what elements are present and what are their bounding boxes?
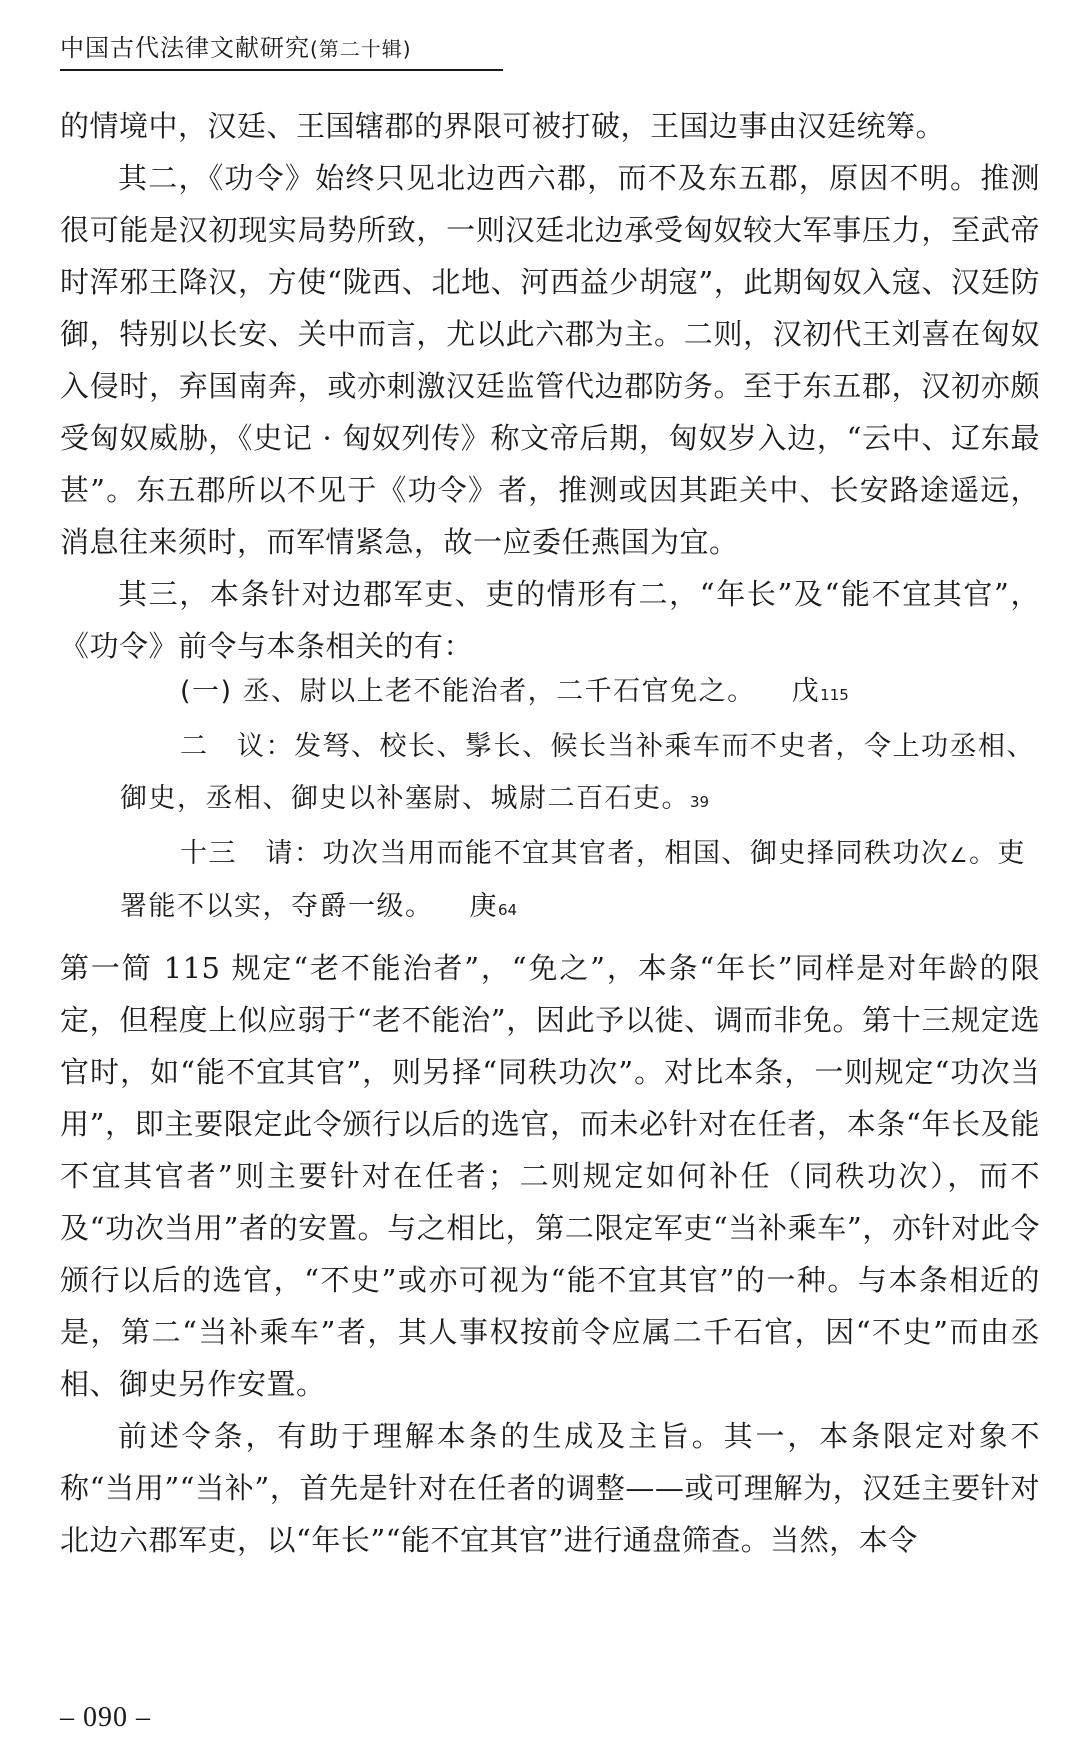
paragraph: 其二，《功令》始终只见北边西六郡，而不及东五郡，原因不明。推测很可能是汉初现实局势所致，一则汉廷北边承受匈奴较大军事压力，至武帝时浑邪王降汉，方使“陇西、北地、河西益少胡寇”，此期匈奴入寇、汉廷防御，特别以长安、关中而言，尤以此六郡为主。二则，汉初代王刘喜在匈奴入侵时，弃国南奔，或亦刺激汉廷监管代边郡防务。至于东五郡，汉初亦颇受匈奴威胁，《史记 · 匈奴列传》称文帝后期，匈奴岁入边，“云中、辽东最甚”。东五郡所以不见于《功令》者，推测或因其距关中、长安路途遥远，消息往来须时，而军情紧急，故一应委任燕国为宜。 xyxy=(60,161,1040,559)
body-text-top xyxy=(60,100,1040,672)
statute-text: 二 议：发弩、校长、髳长、候长当补乘车而不史者，令上功丞相、御史，丞相、御史以补塞尉、城尉二百石吏。 xyxy=(120,731,1035,814)
body-text-bottom xyxy=(60,942,1040,1566)
quoted-statute xyxy=(120,828,1040,936)
paragraph: 的情境中，汉廷、王国辖郡的界限可被打破，王国边事由汉廷统筹。 xyxy=(60,109,946,143)
statute-text: (一) 丞、尉以上老不能治者，二千石官免之。 xyxy=(180,676,756,707)
slip-number: 115 xyxy=(820,686,849,704)
quoted-statute xyxy=(120,721,1040,828)
slip-number: 39 xyxy=(690,793,710,811)
journal-volume: (第二十辑) xyxy=(310,37,412,61)
slip-number: 64 xyxy=(498,901,518,919)
journal-title: 中国古代法律文献研究 xyxy=(60,34,310,62)
slip-label: 戊 xyxy=(791,676,821,707)
paragraph: 其三，本条针对边郡军吏、吏的情形有二，“年长”及“能不宜其官”，《功令》前令与本条相关的有： xyxy=(60,577,1040,663)
paragraph: 第一简 115 规定“老不能治者”，“免之”，本条“年长”同样是对年龄的限定，但程度上似应弱于“老不能治”，因此予以徙、调而非免。第十三规定选官时，如“能不宜其官”，则另择“同秩功次”。对比本条，一则规定“功次当用”，即主要限定此令颁行以后的选官，而未必针对在任者，本条“年长及能不宜其官者”则主要针对在任者；二则规定如何补任（同秩功次），而不及“功次当用”者的安置。与之相比，第二限定军吏“当补乘车”，亦针对此令颁行以后的选官，“不史”或亦可视为“能不宜其官”的一种。与本条相近的是，第二“当补乘车”者，其人事权按前令应属二千石官，因“不史”而由丞相、御史另作安置。 xyxy=(60,951,1040,1401)
slip-label: 庚 xyxy=(469,891,498,922)
statute-text: 十三 请：功次当用而能不宜其官者，相国、御史择同秩功次 xyxy=(180,838,950,869)
quoted-statute xyxy=(120,666,1040,721)
running-header xyxy=(60,30,503,71)
page-number: – 090 – xyxy=(60,1702,151,1733)
statute-text: 。吏署能不以实，夺爵一级。 xyxy=(120,838,1026,922)
statute-quotation xyxy=(120,666,1040,936)
check-mark: ∠ xyxy=(949,843,969,867)
paragraph: 前述令条，有助于理解本条的生成及主旨。其一，本条限定对象不称“当用”“当补”，首先是针对在任者的调整——或可理解为，汉廷主要针对北边六郡军吏，以“年长”“能不宜其官”进行通盘筛查。当然，本令 xyxy=(60,1419,1040,1557)
